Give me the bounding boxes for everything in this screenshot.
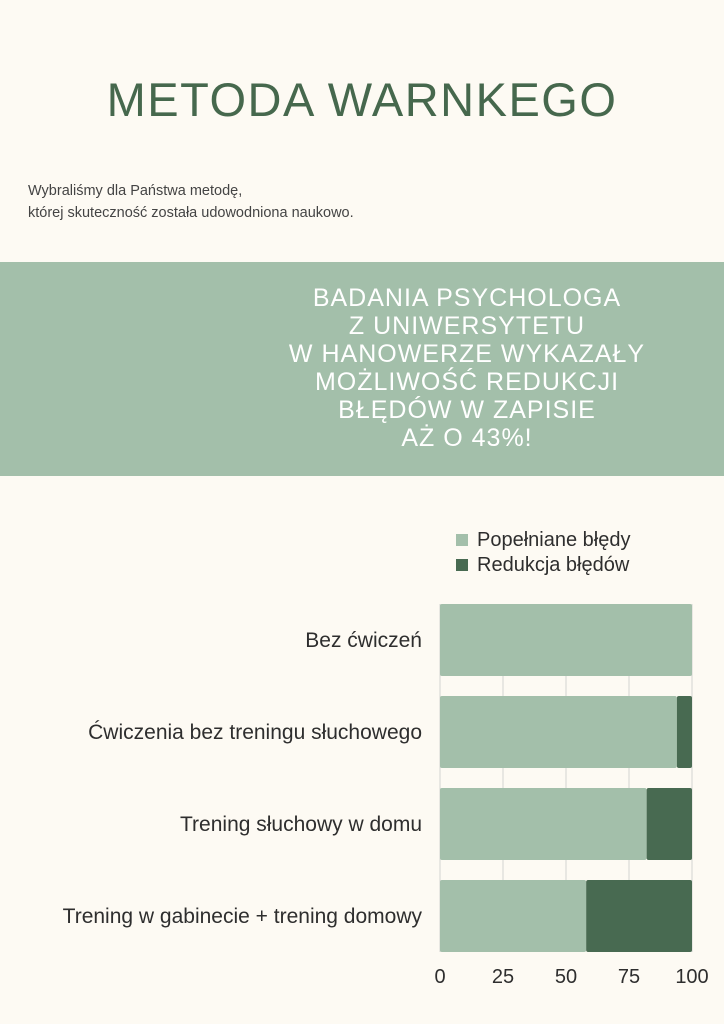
bar-errors-3 [440, 880, 586, 952]
intro-text [28, 180, 354, 224]
x-tick-label-1: 25 [491, 966, 515, 988]
category-label-1: Ćwiczenia bez treningu słuchowego [88, 721, 422, 744]
legend-label-1: Redukcja błędów [477, 554, 630, 576]
bar-reduction-3 [586, 880, 692, 952]
legend-label-0: Popełniane błędy [477, 529, 631, 551]
banner-line-2: Z UNIWERSYTETU [348, 312, 586, 340]
banner-line-6: AŻ O 43%! [401, 424, 533, 452]
x-tick-label-2: 50 [554, 966, 578, 988]
bar-errors-0 [440, 604, 692, 676]
bar-reduction-2 [647, 788, 692, 860]
page-title: METODA WARNKEGO [106, 73, 618, 126]
banner-line-3: W HANOWERZE WYKAZAŁY [288, 340, 646, 368]
legend-swatch-1 [456, 559, 468, 571]
category-label-0: Bez ćwiczeń [305, 629, 422, 652]
bar-errors-2 [440, 788, 647, 860]
x-tick-label-3: 75 [617, 966, 641, 988]
legend-swatch-0 [456, 534, 468, 546]
intro-line-1: Wybraliśmy dla Państwa metodę, [28, 183, 243, 199]
banner-line-4: MOŻLIWOŚĆ REDUKCJI [314, 368, 620, 396]
stacked-bar-chart [0, 520, 724, 1000]
bar-errors-1 [440, 696, 677, 768]
research-banner [0, 262, 724, 476]
bar-reduction-1 [677, 696, 692, 768]
category-label-3: Trening w gabinecie + trening domowy [62, 905, 422, 928]
banner-line-5: BŁĘDÓW W ZAPISIE [338, 396, 596, 424]
banner-line-1: BADANIA PSYCHOLOGA [312, 284, 622, 312]
x-tick-label-0: 0 [434, 966, 446, 988]
intro-line-2: której skuteczność została udowodniona naukowo. [28, 205, 354, 221]
category-label-2: Trening słuchowy w domu [180, 813, 422, 836]
x-tick-label-4: 100 [675, 966, 709, 988]
banner-text [250, 284, 684, 452]
